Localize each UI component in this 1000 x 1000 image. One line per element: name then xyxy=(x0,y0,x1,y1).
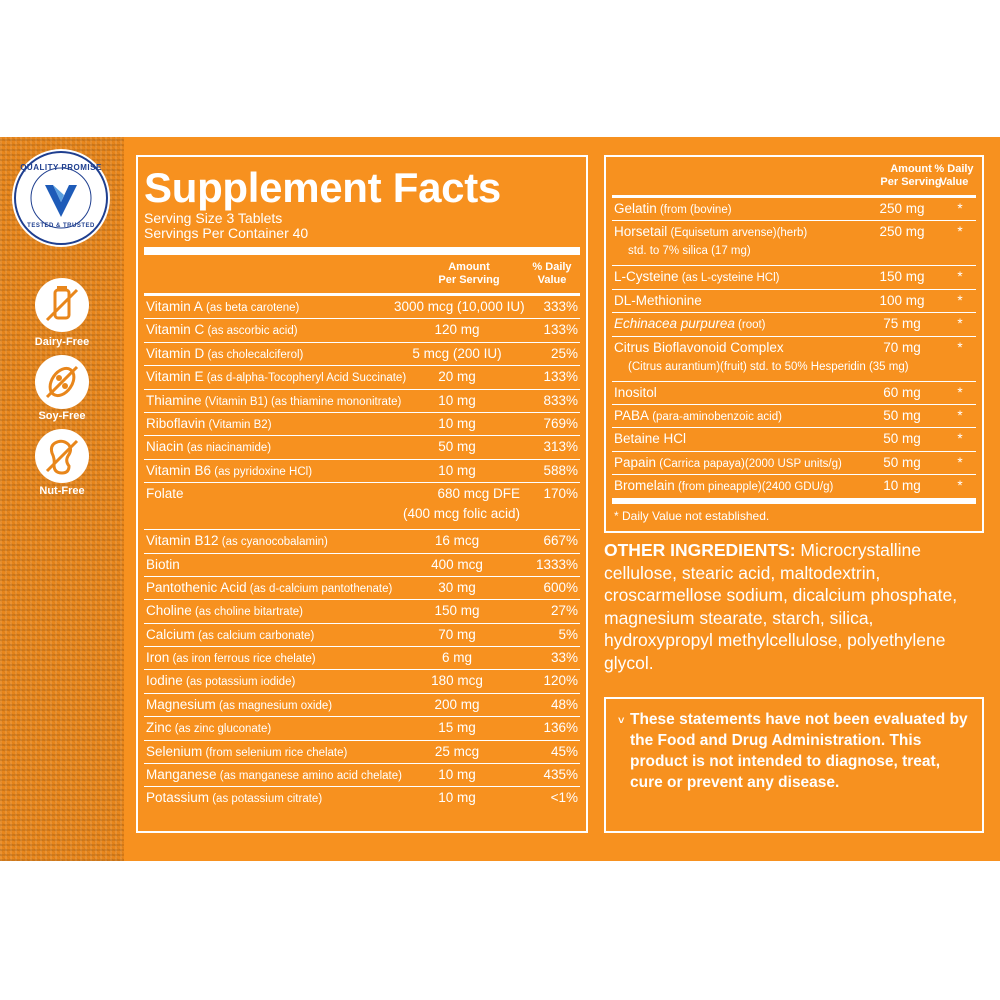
ingredient-amount: 250 mg xyxy=(879,224,925,240)
nutrient-name-main: Iron xyxy=(146,650,170,666)
ingredient-daily-value: * xyxy=(957,316,963,332)
facts-row xyxy=(144,764,580,787)
nutrient-amount: 16 mcg xyxy=(434,533,480,549)
daily-value-footnote: * Daily Value not established. xyxy=(614,508,770,523)
ingredient-daily-value: * xyxy=(957,339,963,355)
ingredient-name-main: Echinacea purpurea xyxy=(614,316,735,332)
nutrient-amount: 5 mcg (200 IU) xyxy=(412,345,502,361)
nutrient-name-main: Riboflavin xyxy=(146,415,206,431)
nutrient-name xyxy=(146,436,271,459)
nutrient-daily-value: 1333% xyxy=(535,556,578,572)
facts2-row xyxy=(612,221,976,266)
facts-rows xyxy=(144,296,580,811)
facts2-row xyxy=(612,475,976,498)
ingredient-daily-value: * xyxy=(957,224,963,240)
ingredient-name xyxy=(614,313,766,336)
nutrient-name-detail: (Vitamin B2) xyxy=(205,418,272,431)
nutrient-name xyxy=(146,764,402,787)
nutrient-daily-value: 333% xyxy=(543,299,578,314)
ingredient-name-main: L-Cysteine xyxy=(614,269,679,285)
nutrient-amount: 120 mg xyxy=(434,322,480,338)
ingredient-name xyxy=(614,452,842,475)
ingredient-name xyxy=(614,198,732,221)
ingredient-sub-detail: std. to 7% silica (17 mg) xyxy=(628,245,751,258)
ingredient-daily-value: * xyxy=(957,454,963,470)
supplement-label-panel xyxy=(0,137,1000,861)
nutrient-name-detail: (as d-alpha-Tocopheryl Acid Succinate) xyxy=(203,372,407,385)
nutrient-name xyxy=(146,717,271,740)
ingredient-daily-value: * xyxy=(957,292,963,308)
nutrient-daily-value: 667% xyxy=(543,533,578,549)
nutrient-daily-value: 5% xyxy=(558,626,578,642)
ingredient-name-main: PABA xyxy=(614,407,650,423)
nutrient-daily-value: 600% xyxy=(543,579,578,595)
ingredient-name xyxy=(614,266,780,289)
ingredient-sub-detail: (Citrus aurantium)(fruit) std. to 50% Hesperidin (35 mg) xyxy=(628,360,909,373)
nutrient-daily-value: 33% xyxy=(550,650,578,666)
column-headers xyxy=(144,255,580,293)
facts2-row xyxy=(612,337,976,382)
nutrient-name-detail: (as magnesium oxide) xyxy=(215,699,333,712)
nutrient-amount: 680 mcg DFE xyxy=(437,486,520,502)
ingredient-name xyxy=(614,475,833,498)
facts2-row xyxy=(612,313,976,336)
daily-value-header: % Daily Value xyxy=(532,261,572,286)
ingredient-daily-value: * xyxy=(957,269,963,285)
disclaimer-text: These statements have not been evaluated by the Food and Drug Administration. This product is not intended to diagnose, treat, cure or prevent any disease. xyxy=(630,711,968,791)
ingredient-name-main: Betaine HCl xyxy=(614,431,687,447)
other-ingredients-text: Microcrystalline cellulose, stearic acid, maltodextrin, croscarmellose sodium, dicalcium phosphate, magnesium stearate, starch, silica, hydroxypropyl methylcellulose, polyethylene glycol. xyxy=(604,540,958,673)
nutrient-name xyxy=(146,460,312,483)
nutrient-name xyxy=(146,554,180,577)
supplement-facts-table xyxy=(136,155,588,833)
nutrient-name-main: Thiamine xyxy=(146,392,202,408)
facts-title: Supplement Facts xyxy=(144,164,501,211)
nutrient-daily-value: 133% xyxy=(543,322,578,338)
ingredient-name-detail: (para-aminobenzoic acid) xyxy=(649,410,782,423)
ingredient-daily-value: * xyxy=(957,407,963,423)
facts2-rows xyxy=(612,198,976,499)
nutrient-name-detail: (as choline bitartrate) xyxy=(191,606,303,619)
amount-per-serving-header-2: Amount Per Serving xyxy=(880,163,942,188)
ingredient-amount: 50 mg xyxy=(883,407,921,423)
ingredient-amount: 100 mg xyxy=(879,292,925,308)
nut-free-label: Nut-Free xyxy=(39,485,85,497)
facts-row xyxy=(144,296,580,319)
facts2-row xyxy=(612,266,976,289)
nutrient-name-detail: (as iron ferrous rice chelate) xyxy=(169,653,316,666)
facts-row xyxy=(144,647,580,670)
nutrient-name-main: Folate xyxy=(146,486,184,502)
nutrient-name-main: Choline xyxy=(146,603,192,619)
facts2-row xyxy=(612,428,976,451)
serving-size: Serving Size 3 Tablets xyxy=(144,210,283,226)
nutrient-amount: 10 mg xyxy=(438,790,476,806)
nutrient-name-detail: (as d-calcium pantothenate) xyxy=(246,582,393,595)
dairy-free-icon xyxy=(35,278,89,332)
nutrient-amount: 10 mg xyxy=(438,462,476,478)
nutrient-daily-value: 435% xyxy=(543,767,578,783)
nutrient-daily-value: 45% xyxy=(550,743,578,759)
facts-row xyxy=(144,343,580,366)
side-strip xyxy=(0,137,124,861)
nutrient-name-main: Vitamin A xyxy=(146,299,203,314)
nutrient-name-main: Vitamin E xyxy=(146,369,204,385)
badge-bottom-text: TESTED & TRUSTED xyxy=(27,223,95,229)
facts-row xyxy=(144,624,580,647)
nutrient-name-main: Iodine xyxy=(146,673,183,689)
nutrient-name-main: Niacin xyxy=(146,439,184,455)
facts-row xyxy=(144,460,580,483)
nutrient-name-main: Biotin xyxy=(146,556,180,572)
nutrient-name xyxy=(146,647,316,670)
nutrient-name-detail: (as pyridoxine HCl) xyxy=(211,465,313,478)
servings-per-container: Servings Per Container 40 xyxy=(144,225,309,241)
nutrient-name-main: Vitamin B12 xyxy=(146,533,219,549)
nutrient-name-main: Manganese xyxy=(146,767,217,783)
ingredient-amount: 50 mg xyxy=(883,454,921,470)
nutrient-name xyxy=(146,787,322,810)
nutrient-name xyxy=(146,741,347,764)
facts2-row xyxy=(612,198,976,221)
disclaimer-mark: ˅ xyxy=(618,715,625,727)
facts-row xyxy=(144,366,580,389)
nutrient-name xyxy=(146,413,272,436)
nutrient-amount: 50 mg xyxy=(438,439,476,455)
nut-free-icon xyxy=(35,429,89,483)
facts-row xyxy=(144,413,580,436)
other-ingredients xyxy=(604,539,984,674)
supplement-facts-table-continued xyxy=(604,155,984,533)
nutrient-daily-value: <1% xyxy=(550,790,578,806)
ingredient-name-main: Inositol xyxy=(614,384,657,400)
amount-per-serving-header: Amount Per Serving xyxy=(438,261,500,286)
nutrient-amount: 30 mg xyxy=(438,579,476,595)
nutrient-amount: 25 mcg xyxy=(434,743,480,759)
nutrient-name xyxy=(146,600,303,623)
nutrient-amount: 10 mg xyxy=(438,767,476,783)
nutrient-name-detail: (as cyanocobalamin) xyxy=(218,536,328,549)
facts-row xyxy=(144,483,580,530)
nutrient-name-detail: (as potassium iodide) xyxy=(182,676,296,689)
soy-free-label: Soy-Free xyxy=(38,410,86,422)
nutrient-name-main: Vitamin D xyxy=(146,345,205,361)
nutrient-name xyxy=(146,530,328,553)
nutrient-daily-value: 588% xyxy=(543,462,578,478)
facts-row xyxy=(144,436,580,459)
nutrient-amount: 180 mcg xyxy=(431,673,483,689)
nutrient-name-main: Selenium xyxy=(146,743,203,759)
thick-divider xyxy=(144,247,580,255)
nutrient-amount: 200 mg xyxy=(434,696,480,712)
nutrient-name xyxy=(146,319,298,342)
nutrient-daily-value: 313% xyxy=(543,439,578,455)
nutrient-daily-value: 48% xyxy=(550,696,578,712)
nutrient-name-detail: (as calcium carbonate) xyxy=(194,629,315,642)
facts-row xyxy=(144,390,580,413)
facts-row xyxy=(144,530,580,553)
ingredient-amount: 50 mg xyxy=(883,431,921,447)
nutrient-daily-value: 27% xyxy=(550,603,578,619)
ingredient-amount: 250 mg xyxy=(879,201,925,216)
ingredient-daily-value: * xyxy=(957,431,963,447)
ingredient-name-main: Citrus Bioflavonoid Complex xyxy=(614,339,784,355)
nutrient-amount: 20 mg xyxy=(438,369,476,385)
fda-disclaimer xyxy=(604,697,984,833)
ingredient-amount: 150 mg xyxy=(879,269,925,285)
ingredient-name-detail: (root) xyxy=(734,319,766,332)
nutrient-daily-value: 133% xyxy=(543,369,578,385)
facts-row xyxy=(144,670,580,693)
nutrient-name xyxy=(146,296,299,319)
nutrient-name xyxy=(146,694,332,717)
facts-row xyxy=(144,554,580,577)
nutrient-name-main: Vitamin C xyxy=(146,322,205,338)
facts-row xyxy=(144,577,580,600)
ingredient-name-main: Gelatin xyxy=(614,201,657,216)
nutrient-daily-value: 120% xyxy=(543,673,578,689)
nutrient-name xyxy=(146,366,406,389)
nutrient-name xyxy=(146,483,184,506)
facts-row xyxy=(144,600,580,623)
nutrient-amount: 150 mg xyxy=(434,603,480,619)
ingredient-amount: 60 mg xyxy=(883,384,921,400)
facts-row xyxy=(144,694,580,717)
nutrient-name-detail: (as zinc gluconate) xyxy=(171,723,272,736)
facts-row xyxy=(144,741,580,764)
nutrient-name-main: Calcium xyxy=(146,626,195,642)
nutrient-amount: 10 mg xyxy=(438,392,476,408)
ingredient-daily-value: * xyxy=(957,384,963,400)
ingredient-daily-value: * xyxy=(957,201,963,216)
ingredient-name-main: Papain xyxy=(614,454,657,470)
nutrient-daily-value: 833% xyxy=(543,392,578,408)
nutrient-name-detail: (as manganese amino acid chelate) xyxy=(216,770,402,783)
ingredient-name xyxy=(614,405,782,428)
nutrient-name xyxy=(146,343,303,366)
nutrient-name-detail: (as potassium citrate) xyxy=(209,793,323,806)
nutrient-name xyxy=(146,577,392,600)
dairy-free-label: Dairy-Free xyxy=(34,336,90,348)
ingredient-name-detail: (from pineapple)(2400 GDU/g) xyxy=(674,481,834,494)
ingredient-daily-value: * xyxy=(957,478,963,494)
nutrient-name-detail: (as ascorbic acid) xyxy=(204,325,298,338)
nutrient-name-detail: (Vitamin B1) (as thiamine mononitrate) xyxy=(201,395,402,408)
ingredient-amount: 75 mg xyxy=(883,316,921,332)
nutrient-name-detail: (from selenium rice chelate) xyxy=(202,746,348,759)
nutrient-daily-value: 170% xyxy=(543,486,578,502)
nutrient-name-main: Magnesium xyxy=(146,696,216,712)
badge-top-text: QUALITY PROMISE xyxy=(20,163,102,172)
nutrient-name xyxy=(146,624,314,647)
nutrient-name-detail: (as niacinamide) xyxy=(183,442,272,455)
daily-value-header-2: % Daily Value xyxy=(934,163,974,188)
quality-promise-badge xyxy=(12,149,110,247)
nutrient-amount: 3000 mcg (10,000 IU) xyxy=(394,299,525,314)
nutrient-daily-value: 769% xyxy=(543,415,578,431)
nutrient-amount-secondary: (400 mcg folic acid) xyxy=(402,506,520,522)
other-ingredients-label: OTHER INGREDIENTS: xyxy=(604,540,796,560)
ingredient-name xyxy=(614,382,657,405)
ingredient-name xyxy=(614,290,702,313)
nutrient-daily-value: 25% xyxy=(550,345,578,361)
nutrient-name-main: Vitamin B6 xyxy=(146,462,212,478)
ingredient-name-detail: (Carrica papaya)(2000 USP units/g) xyxy=(656,457,842,470)
column-headers-2 xyxy=(612,157,976,195)
facts2-row xyxy=(612,405,976,428)
facts2-row xyxy=(612,382,976,405)
ingredient-name-main: DL-Methionine xyxy=(614,292,702,308)
nutrient-name-detail: (as cholecalciferol) xyxy=(204,348,304,361)
facts-row xyxy=(144,717,580,740)
nutrient-name-main: Pantothenic Acid xyxy=(146,579,247,595)
ingredient-name-main: Horsetail xyxy=(614,224,668,240)
ingredient-name-detail: (from (bovine) xyxy=(656,204,732,216)
ingredient-name-main: Bromelain xyxy=(614,478,675,494)
facts2-row xyxy=(612,290,976,313)
facts2-row xyxy=(612,452,976,475)
nutrient-name xyxy=(146,670,295,693)
ingredient-name-detail: (Equisetum arvense)(herb) xyxy=(667,227,808,240)
ingredient-amount: 70 mg xyxy=(883,339,921,355)
facts-row xyxy=(144,319,580,342)
nutrient-amount: 70 mg xyxy=(438,626,476,642)
nutrient-amount: 15 mg xyxy=(438,720,476,736)
ingredient-name-detail: (as L-cysteine HCl) xyxy=(678,272,780,285)
nutrient-amount: 400 mcg xyxy=(431,556,483,572)
nutrient-name-main: Potassium xyxy=(146,790,210,806)
nutrient-name-main: Zinc xyxy=(146,720,172,736)
nutrient-daily-value: 136% xyxy=(543,720,578,736)
nutrient-amount: 6 mg xyxy=(441,650,472,666)
nutrient-name-detail: (as beta carotene) xyxy=(202,302,300,314)
soy-free-icon xyxy=(35,355,89,409)
facts-row xyxy=(144,787,580,810)
ingredient-name xyxy=(614,428,686,451)
ingredient-amount: 10 mg xyxy=(883,478,921,494)
nutrient-name xyxy=(146,390,401,413)
nutrient-amount: 10 mg xyxy=(438,415,476,431)
